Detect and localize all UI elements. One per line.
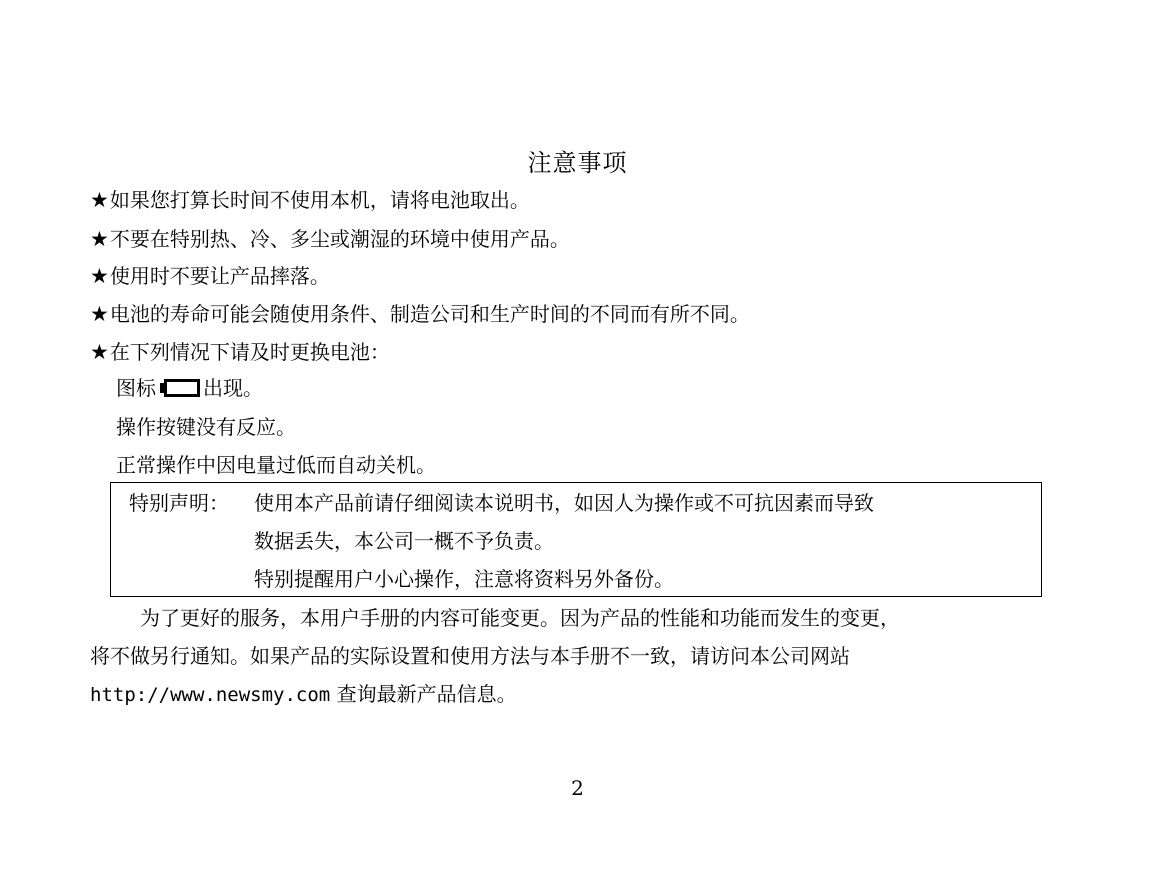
- notice-label: 特别声明：: [129, 491, 229, 515]
- special-notice-box: [110, 482, 1042, 597]
- bullet-text: 在下列情况下请及时更换电池：: [109, 340, 390, 364]
- notice-line: 使用本产品前请仔细阅读本说明书，如因人为操作或不可抗因素而导致: [254, 491, 874, 515]
- bullet-text: 电池的寿命可能会随使用条件、制造公司和生产时间的不同而有所不同。: [109, 302, 750, 326]
- star-bullet-icon: ★: [90, 227, 109, 251]
- condition-text-suffix: 出现。: [203, 376, 263, 400]
- star-bullet-icon: ★: [90, 302, 109, 326]
- notice-line: 特别提醒用户小心操作，注意将资料另外备份。: [254, 567, 674, 591]
- bullet-text: 不要在特别热、冷、多尘或潮湿的环境中使用产品。: [109, 227, 570, 251]
- condition-item: 正常操作中因电量过低而自动关机。: [116, 453, 436, 477]
- bullet-item: [90, 186, 530, 214]
- star-bullet-icon: ★: [90, 340, 109, 364]
- page-title: 注意事项: [527, 149, 628, 177]
- notice-line: 数据丢失，本公司一概不予负责。: [254, 529, 554, 553]
- star-bullet-icon: ★: [90, 264, 109, 288]
- star-bullet-icon: ★: [90, 188, 109, 212]
- low-battery-icon: [160, 379, 200, 397]
- paragraph-line: 将不做另行通知。如果产品的实际设置和使用方法与本手册不一致，请访问本公司网站: [90, 644, 850, 668]
- bullet-item: [90, 225, 570, 253]
- condition-item: 操作按键没有反应。: [116, 415, 296, 439]
- condition-text-prefix: 图标: [116, 376, 156, 400]
- bullet-item: [90, 262, 330, 290]
- bullet-item: [90, 300, 750, 328]
- paragraph-line: 为了更好的服务，本用户手册的内容可能变更。因为产品的性能和功能而发生的变更，: [140, 606, 900, 630]
- bullet-text: 如果您打算长时间不使用本机，请将电池取出。: [109, 188, 530, 212]
- paragraph-text: 查询最新产品信息。: [336, 682, 517, 706]
- bullet-text: 使用时不要让产品摔落。: [109, 264, 330, 288]
- condition-item-icon: [116, 374, 263, 402]
- bullet-item: [90, 338, 390, 366]
- website-link[interactable]: http://www.newsmy.com: [90, 684, 331, 706]
- paragraph-line: [90, 680, 1070, 709]
- page-number: 2: [571, 776, 584, 800]
